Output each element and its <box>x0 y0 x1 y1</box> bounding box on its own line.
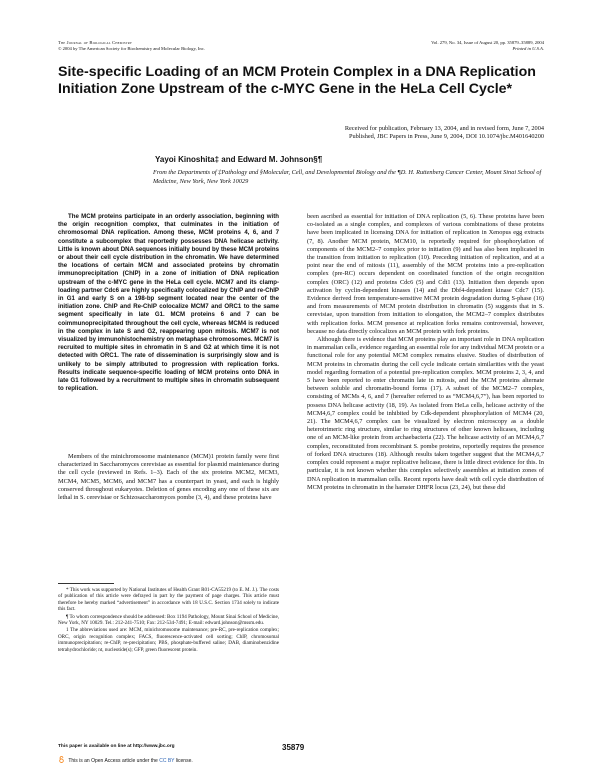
open-access-text: This is an Open Access article under the <box>68 758 158 764</box>
journal-header <box>58 40 318 52</box>
page-number: 35879 <box>282 743 305 752</box>
open-access-icon <box>58 756 65 763</box>
online-note[interactable]: This paper is available on line at http://www.jbc.org <box>58 744 175 749</box>
affiliation: From the Departments of ‡Pathology and §Molecular, Cell, and Developmental Biology and the ¶D. H. Ruttenberg Cancer Center, Mount Sinai School of Medicine, New York, New York 10029 <box>153 169 542 185</box>
authors: Yayoi Kinoshita‡ and Edward M. Johnson§¶ <box>155 155 323 164</box>
footnote-funding: * This work was supported by National Institutes of Health Grant R01-CA55219 (to E. M. J.). The costs of publication of this article were defrayed in part by the payment of page charges. This article must therefore be hereby marked “advertisement” in accordance with 18 U.S.C. Section 1734 solely to indicate this fact. <box>58 587 279 613</box>
copyright-line: © 2004 by The American Society for Biochemistry and Molecular Biology, Inc. <box>58 46 205 51</box>
printed-note: Printed in U.S.A. <box>512 46 544 51</box>
received-dates: Received for publication, February 13, 2004, and in revised form, June 7, 2004 Published, JBC Papers in Press, June 9, 2004, DOI 10.1074/jbc.M401640200 <box>344 125 544 140</box>
footnotes <box>58 587 279 654</box>
footnote-divider <box>58 583 114 584</box>
open-access-note <box>58 756 193 764</box>
volume-info: Vol. 279, No. 34, Issue of August 20, pp. 35879–35889, 2004 <box>431 40 544 45</box>
footnote-abbreviations: 1 The abbreviations used are: MCM, minichromosome maintenance; pre-RC, pre-replication complex; ORC, origin recognition complex; FACS, fluorescence-activated cell sorting; ChIP, chromosomal immunoprecipitation; re-ChIP, re-precipitation; PBS, phosphate-buffered saline; DAB, diaminobenzidine tetrahydrochloride; nt, nucleotide(s); GFP, green fluorescent protein. <box>58 627 279 653</box>
abstract <box>58 213 279 393</box>
abstract-text: The MCM proteins participate in an orderly association, beginning with the origin recognition complex, that culminates in the initiation of chromosomal DNA replication. Among these, MCM proteins 4, 6, and 7 constitute a subcomplex that reportedly possesses DNA helicase activity. Little is known about DNA sequences initially bound by these MCM proteins or about their cell cycle distribution in the chromatin. We have determined the locations of certain MCM and associated proteins by chromatin immunoprecipitation (ChIP) in a zone of initiation of DNA replication upstream of the c-MYC gene in the HeLa cell cycle. MCM7 and its clamp-loading partner Cdc6 are highly specifically colocalized by ChIP and re-ChIP in G1 and early S on a 198-bp segment located near the center of the initiation zone. ChIP and Re-ChIP colocalize MCM7 and ORC1 to the same segment specifically in late G1. MCM proteins 6 and 7 can be coimmunoprecipitated throughout the cell cycle, whereas MCM4 is reduced in the complex in late S and G2, reappearing upon mitosis. MCM7 is not visualized by immunohistochemistry on metaphase chromosomes. MCM7 is recruited to multiple sites in chromatin in S and G2 at which time it is not detected with ORC1. The rate of dissemination is surprisingly slow and is unlikely to be simply attributed to progression with replication forks. Results indicate sequence-specific loading of MCM proteins onto DNA in late G1 followed by a recruitment to multiple sites in chromatin subsequent to replication. <box>58 213 279 393</box>
body-right-column <box>307 213 544 492</box>
journal-name: The Journal of Biological Chemistry <box>58 40 133 45</box>
body-paragraph-1: been ascribed as essential for initiation of DNA replication (5, 6). These proteins have been co-isolated as a single complex, and complexes of various combinations of these proteins have been implicated in licensing DNA for initiation of replication in Xenopus egg extracts (7, 8). Another MCM protein, MCM10, is reportedly required for phosphorylation of components of the MCM2–7 complex prior to initiation (9) and has also been implicated in the transition from initiation to replication (10). Preceding initiation of replication, and at a point near the end of mitosis (11), assembly of the MCM proteins into a pre-replication complex (pre-RC) occurs dependent on coordinated function of the origin recognition complex (ORC) (12) and proteins Cdc6 (5) and Cdt1 (13). Initiation then depends upon activation by cyclin-dependent kinases (14) and the Dbf4-dependent kinase Cdc7 (15). Evidence derived from temperature-sensitive MCM protein degradation during S-phase (16) and from measurements of MCM protein distribution in chromatin (5) suggests that in S. cerevisiae, upon transition from initiation to elongation, the MCM2–7 complex distributes with replication forks. MCM presence at replication forks remains controversial, however, because no data directly colocalizes an MCM protein with fork proteins. <box>307 213 544 335</box>
open-access-suffix: license. <box>175 758 193 764</box>
cc-by-license-link[interactable]: CC BY <box>159 758 175 764</box>
article-title: Site-specific Loading of an MCM Protein Complex in a DNA Replication Initiation Zone Upstream of the c-MYC Gene in the HeLa Cell Cycle* <box>58 64 536 97</box>
issue-header <box>304 40 544 52</box>
body-left-column <box>58 453 279 502</box>
intro-paragraph: Members of the minichromosome maintenance (MCM)1 protein family were first characterized in Saccharomyces cerevisiae as essential for plasmid maintenance during the cell cycle (reviewed in Refs. 1–3). Each of the six proteins MCM2, MCM3, MCM4, MCM5, MCM6, and MCM7 has a counterpart in yeast, and each is highly conserved throughout eukaryotes. Deletion of genes encoding any one of these six are lethal in S. cerevisiae or Schizosaccharomyces pombe (3, 4), and these proteins have <box>58 453 279 502</box>
footnote-correspondence: ¶ To whom correspondence should be addressed: Box 1194 Pathology, Mount Sinai School of Medicine, New York, NY 10029. Tel.: 212-241-7510; Fax: 212-534-7491; E-mail: edward.johnson@mssm.edu. <box>58 613 279 627</box>
body-paragraph-2: Although there is evidence that MCM proteins play an important role in DNA replication in mammalian cells, evidence regarding an essential role for any individual MCM protein or a functional role for any potential MCM complex remains elusive. Studies of distribution of MCM proteins in chromatin during the cell cycle indicate certain similarities with the yeast model regarding formation of a potential pre-replication complex. MCM proteins 2, 3, 4, and 5 have been reported to enter chromatin late in mitosis, and the MCM proteins alternate between soluble and chromatin-bound forms (17). A subset of the MCM2–7 complex, consisting of MCMs 4, 6, and 7 (hereafter referred to as “MCM4,6,7”), has been reported to possess DNA helicase activity (18, 19). As isolated from HeLa cells, helicase activity of the MCM4,6,7 complex could be inhibited by Cdk-dependent phosphorylation of MCM4 (20, 21). The MCM4,6,7 complex can be visualized by electron microscopy as a double heterotrimeric ring structure, similar to ring structures of other known helicases, including one of an MCM-like protein from archaebacteria (22). The helicase activity of an MCM4,6,7 complex, reconstituted from recombinant S. pombe proteins, reportedly requires the presence of forked DNA structures (18). Although results taken together suggest that the MCM4,6,7 complex could represent a major replicative helicase, there is little direct evidence for this. In particular, it is not known whether this complex selectively assembles at initiation zones of DNA replication in mammalian cells. Recent reports have dealt with cell cycle distribution of MCM proteins in chromatin in the hamster DHFR locus (23, 24), but these did <box>307 336 544 491</box>
